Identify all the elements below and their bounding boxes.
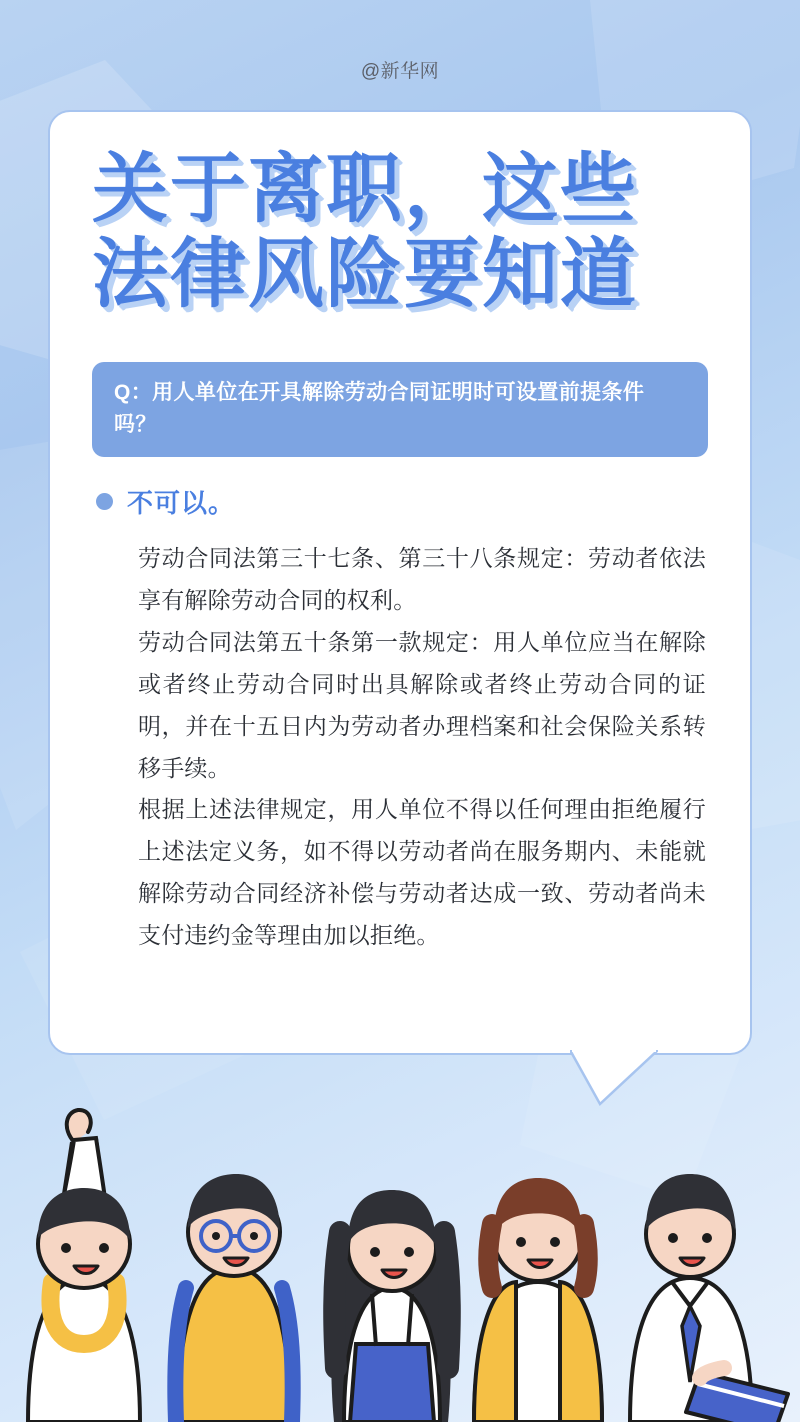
person-2	[175, 1174, 292, 1422]
page-title-line2: 法律风险要知道	[92, 229, 638, 319]
answer-heading	[96, 483, 708, 520]
answer-body	[92, 538, 708, 957]
watermark: @新华网	[360, 61, 440, 82]
bullet-dot-icon	[96, 493, 113, 510]
page-title-line1: 关于离职，这些	[92, 144, 638, 233]
person-4	[474, 1178, 602, 1422]
answer-paragraph: 劳动合同法第三十七条、第三十八条规定：劳动者依法享有解除劳动合同的权利。	[138, 545, 706, 614]
question-banner: Q：用人单位在开具解除劳动合同证明时可设置前提条件吗？	[92, 362, 708, 457]
person-5	[630, 1174, 788, 1422]
page-title	[92, 144, 708, 319]
person-3	[331, 1190, 451, 1422]
answer-paragraph: 劳动合同法第五十条第一款规定：用人单位应当在解除或者终止劳动合同时出具解除或者终止劳动合同的证明，并在十五日内为劳动者办理档案和社会保险关系转移手续。	[138, 628, 706, 781]
people-illustration	[0, 1082, 800, 1422]
content-card	[48, 110, 752, 1055]
answer-paragraph: 根据上述法律规定，用人单位不得以任何理由拒绝履行上述法定义务，如不得以劳动者尚在服务期内、未能就解除劳动合同经济补偿与劳动者达成一致、劳动者尚未支付违约金等理由加以拒绝。	[138, 796, 706, 948]
answer-title: 不可以。	[127, 488, 236, 519]
speech-bubble-tail	[570, 1050, 658, 1106]
person-1	[28, 1110, 140, 1422]
